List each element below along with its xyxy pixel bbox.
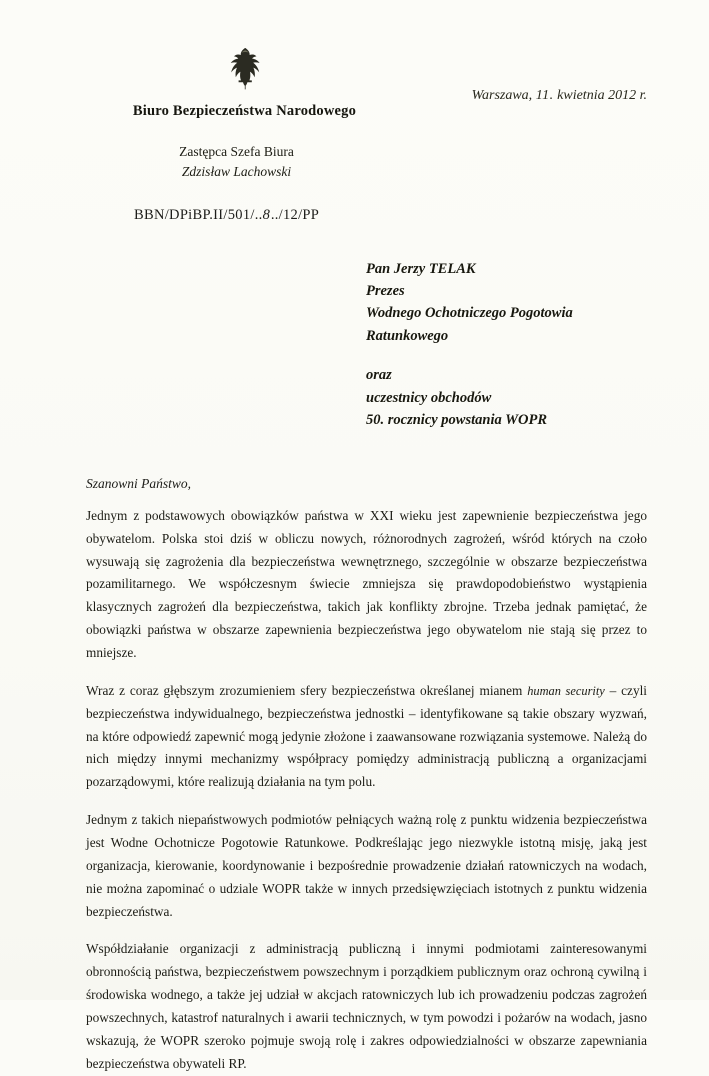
sender-role: Zastępca Szefa Biura: [179, 144, 294, 159]
term-human-security: human security: [527, 683, 605, 698]
addressee-line-3: Wodnego Ochotniczego Pogotowia: [366, 305, 573, 322]
sender-name: Zdzisław Lachowski: [181, 164, 292, 180]
letter-body: [86, 505, 647, 1076]
addressee-line-4: Ratunkowego: [366, 327, 449, 344]
paragraph: Jednym z podstawowych obowiązków państwa w XXI wieku jest zapewnienie bezpieczeństwa jego obywatelom. Polska stoi dziś w obliczu nowych, różnorodnych zagrożeń, wśród których na czoło wysuwają się zagrożenia dla bezpieczeństwa wewnętrznego, szczególnie w obszarze bezpieczeństwa pozamilitarnego. We współczesnym świecie zmniejsza się prawdopodobieństwo wystąpienia klasycznych zagrożeń dla bezpieczeństwa, takich jak konflikty zbrojne. Trzeba jednak pamiętać, że obowiązki państwa w obszarze zapewnienia bezpieczeństwa jego obywatelom nie stają się przez to mniejsze.: [86, 507, 647, 660]
addressee-spacer: [366, 347, 709, 364]
addressee-line-7: 50. rocznicy powstania WOPR: [366, 412, 548, 429]
addressee-line-1: Pan Jerzy TELAK: [366, 260, 476, 277]
addressee-line-5: oraz: [366, 367, 392, 384]
place-date-city: Warszawa,: [471, 88, 533, 103]
reference-suffix: ../12/PP: [270, 206, 320, 223]
addressee-line-2: Prezes: [366, 282, 405, 299]
reference-number: [134, 207, 709, 224]
paragraph: Jednym z takich niepaństwowych podmiotów pełniących ważną rolę z punktu widzenia bezpieczeństwa jest Wodne Ochotnicze Pogotowie Ratunkowe. Podkreślając jego niezwykle istotną misję, jaką jest organizacja, kierowanie, koordynowanie i bezpośrednie prowadzenie działań ratowniczych na wodach, nie można zapominać o udziale WOPR także w innych przedsięwzięciach istotnych z punktu widzenia bezpieczeństwa.: [86, 812, 647, 919]
addressee-block: [366, 258, 709, 432]
letter-header: [0, 0, 709, 224]
sender-role-block: [0, 142, 591, 183]
addressee-line-6: uczestnicy obchodów: [366, 389, 492, 406]
reference-number-value: 8: [262, 206, 271, 223]
reference-prefix: BBN/DPiBP.II/501/..: [134, 206, 263, 223]
paragraph-human-security: [86, 680, 647, 794]
paragraph: Współdziałanie organizacji z administracją publiczną i innymi podmiotami zainteresowanymi obronnością państwa, bezpieczeństwem powszechnym i porządkiem publicznym oraz ochroną cywilną i środowiska wodnego, a także jej udział w akcjach ratowniczych lub ich prowadzeniu podczas zagrożeń powszechnych, katastrof naturalnych i awarii technicznych, w tym powodzi i pożarów na wodach, jasno wskazują, że WOPR szeroko pojmuje swoją rolę i zakres odpowiedzialności w obszarze zapewniania bezpieczeństwa obywateli RP.: [86, 941, 647, 1071]
salutation: Szanowni Państwo,: [86, 475, 192, 491]
paragraph-text-before: Wraz z coraz głębszym zrozumieniem sfery bezpieczeństwa określanej mianem: [86, 682, 528, 698]
organization-name: Biuro Bezpieczeństwa Narodowego: [132, 103, 357, 119]
paragraph-text-after: – czyli bezpieczeństwa indywidualnego, bezpieczeństwa jednostki – identyfikowane są takie obszary wyzwań, na które odpowiedź zapewnić mogą jedynie złożone i zaawansowane rozwiązania systemowe. Należą do nich między innymi mechanizmy współpracy pomiędzy administracją publiczną a organizacjami pozarządowymi, które realizują działania na tym polu.: [86, 682, 647, 790]
place-and-date: [472, 88, 647, 104]
place-date-rest: kwietnia 2012 r.: [557, 88, 647, 103]
place-date-day: 11.: [535, 88, 554, 103]
